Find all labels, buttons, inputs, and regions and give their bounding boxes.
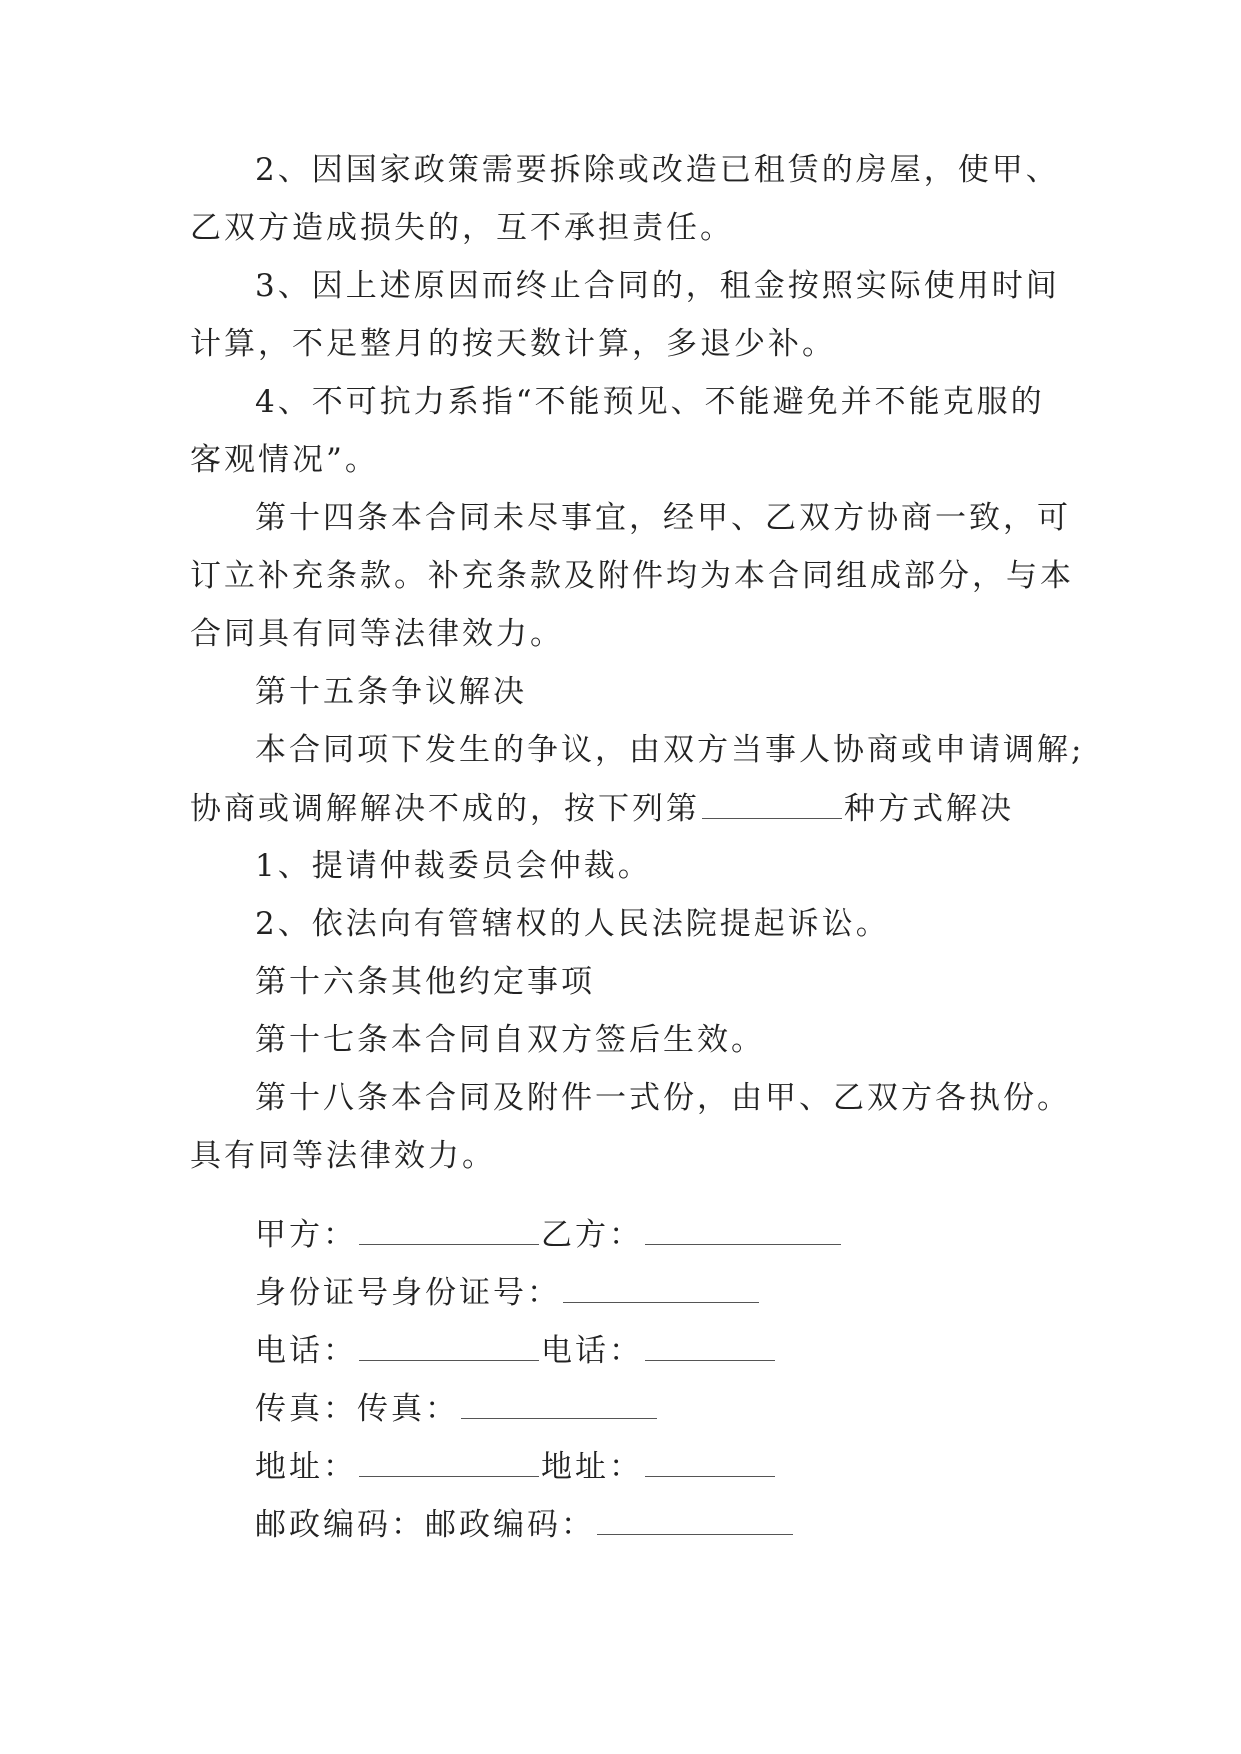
article-14-line-1: 第十四条本合同未尽事宜，经甲、乙双方协商一致，可 (255, 500, 1071, 536)
clause-4-line-2: 客观情况”。 (190, 442, 379, 478)
phone-a-blank (359, 1330, 539, 1361)
address-a-blank (359, 1446, 539, 1477)
option-1: 1、提请仲裁委员会仲裁。 (255, 848, 652, 884)
signature-id-row (255, 1272, 761, 1313)
phone-b-blank (645, 1330, 775, 1361)
signature-phone-row (255, 1330, 777, 1371)
phone-a-label: 电话： (255, 1333, 357, 1369)
article-15-line-2-text: 协商或调解解决不成的，按下列第 (190, 791, 700, 827)
clause-3-line-1: 3、因上述原因而终止合同的，租金按照实际使用时间 (255, 268, 1060, 304)
fax-blank (461, 1388, 657, 1419)
id-label: 身份证号身份证号： (255, 1275, 561, 1311)
article-14-line-2: 订立补充条款。补充条款及附件均为本合同组成部分，与本 (190, 558, 1074, 594)
article-17: 第十七条本合同自双方签后生效。 (255, 1022, 765, 1058)
article-14-line-3: 合同具有同等法律效力。 (190, 616, 564, 652)
article-15-heading: 第十五条争议解决 (255, 674, 527, 710)
article-18-line-1: 第十八条本合同及附件一式份，由甲、乙双方各执份。 (255, 1080, 1071, 1116)
article-15-line-1: 本合同项下发生的争议，由双方当事人协商或申请调解; (255, 732, 1085, 768)
clause-3-line-2: 计算，不足整月的按天数计算，多退少补。 (190, 326, 836, 362)
clause-4-line-1: 4、不可抗力系指“不能预见、不能避免并不能克服的 (255, 384, 1045, 420)
party-b-label: 乙方： (541, 1217, 643, 1253)
fax-label: 传真：传真： (255, 1391, 459, 1427)
article-15-line-2-suffix: 种方式解决 (844, 791, 1014, 827)
signature-fax-row (255, 1388, 659, 1429)
option-2: 2、依法向有管辖权的人民法院提起诉讼。 (255, 906, 890, 942)
postal-label: 邮政编码：邮政编码： (255, 1507, 595, 1543)
address-b-label: 地址： (541, 1449, 643, 1485)
id-blank (563, 1272, 759, 1303)
signature-party-row (255, 1214, 843, 1255)
postal-blank (597, 1504, 793, 1535)
party-a-blank (359, 1214, 539, 1245)
signature-address-row (255, 1446, 777, 1487)
address-b-blank (645, 1446, 775, 1477)
article-18-line-2: 具有同等法律效力。 (190, 1138, 496, 1174)
address-a-label: 地址： (255, 1449, 357, 1485)
article-15-line-2 (190, 788, 1014, 829)
party-b-blank (645, 1214, 841, 1245)
phone-b-label: 电话： (541, 1333, 643, 1369)
party-a-label: 甲方： (255, 1217, 357, 1253)
article-16: 第十六条其他约定事项 (255, 964, 595, 1000)
clause-2-line-2: 乙双方造成损失的，互不承担责任。 (190, 210, 734, 246)
dispute-method-blank (702, 788, 842, 819)
clause-2-line-1: 2、因国家政策需要拆除或改造已租赁的房屋，使甲、 (255, 152, 1060, 188)
signature-postal-row (255, 1504, 795, 1545)
